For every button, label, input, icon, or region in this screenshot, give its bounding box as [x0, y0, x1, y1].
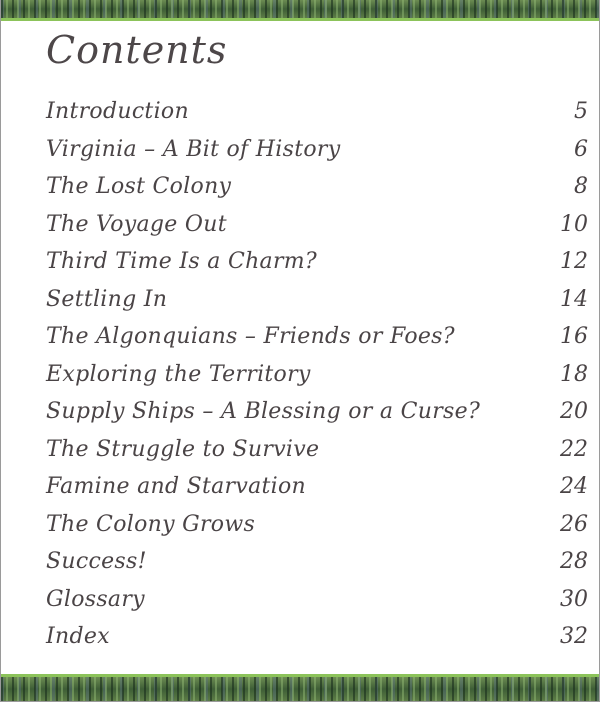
toc-entry-title: Third Time Is a Charm?: [46, 249, 318, 274]
toc-entry[interactable]: [46, 543, 588, 581]
toc-entry[interactable]: [46, 581, 588, 619]
toc-entry[interactable]: [46, 431, 588, 469]
toc-entry-title: The Struggle to Survive: [46, 436, 320, 462]
toc-entry[interactable]: [46, 468, 588, 506]
toc-entry-title: Virginia – A Bit of History: [46, 136, 341, 162]
toc-entry[interactable]: [46, 618, 588, 656]
toc-entry-title: Settling In: [46, 286, 168, 312]
top-accent-line: [1, 18, 599, 21]
toc-entry[interactable]: [46, 168, 588, 206]
toc-entry-page: 18: [560, 361, 588, 387]
toc-entry-title: Index: [46, 624, 110, 649]
toc-entry-title: Exploring the Territory: [46, 361, 311, 387]
top-decorative-border: [1, 0, 599, 18]
toc-entry[interactable]: [46, 206, 588, 244]
toc-entry[interactable]: [46, 243, 588, 281]
toc-entry-page: 26: [560, 511, 588, 537]
toc-entry-title: Success!: [46, 549, 147, 574]
bottom-decorative-border: [1, 677, 599, 701]
toc-entry-page: 5: [574, 99, 588, 124]
toc-entry-title: Introduction: [46, 99, 189, 124]
toc-entry-title: Supply Ships – A Blessing or a Curse?: [46, 399, 481, 424]
toc-entry[interactable]: [46, 318, 588, 356]
toc-entry-page: 30: [560, 586, 588, 612]
toc-entry[interactable]: [46, 281, 588, 319]
toc-entry[interactable]: [46, 393, 588, 431]
toc-entry-page: 20: [560, 399, 588, 424]
toc-entry-page: 22: [560, 436, 588, 462]
toc-entry-title: The Algonquians – Friends or Foes?: [46, 324, 455, 349]
toc-entry-title: The Lost Colony: [46, 174, 232, 199]
toc-entry[interactable]: [46, 356, 588, 394]
toc-entry-page: 14: [560, 286, 588, 312]
toc-entry[interactable]: [46, 93, 588, 131]
toc-entry-title: Glossary: [46, 586, 145, 612]
toc-entry[interactable]: [46, 506, 588, 544]
toc-entry-page: 32: [560, 624, 588, 649]
toc-entry-title: The Voyage Out: [46, 211, 227, 237]
toc-entry-page: 12: [560, 249, 588, 274]
toc-entry-page: 24: [560, 474, 588, 499]
toc-entry-page: 8: [574, 174, 588, 199]
toc-entry-title: The Colony Grows: [46, 511, 256, 537]
toc-entry-title: Famine and Starvation: [46, 474, 307, 499]
page-title: Contents: [46, 28, 228, 72]
toc-entry-page: 16: [560, 324, 588, 349]
toc-entry[interactable]: [46, 131, 588, 169]
table-of-contents: [46, 93, 588, 656]
toc-entry-page: 6: [574, 136, 588, 162]
toc-entry-page: 28: [560, 549, 588, 574]
toc-entry-page: 10: [560, 211, 588, 237]
